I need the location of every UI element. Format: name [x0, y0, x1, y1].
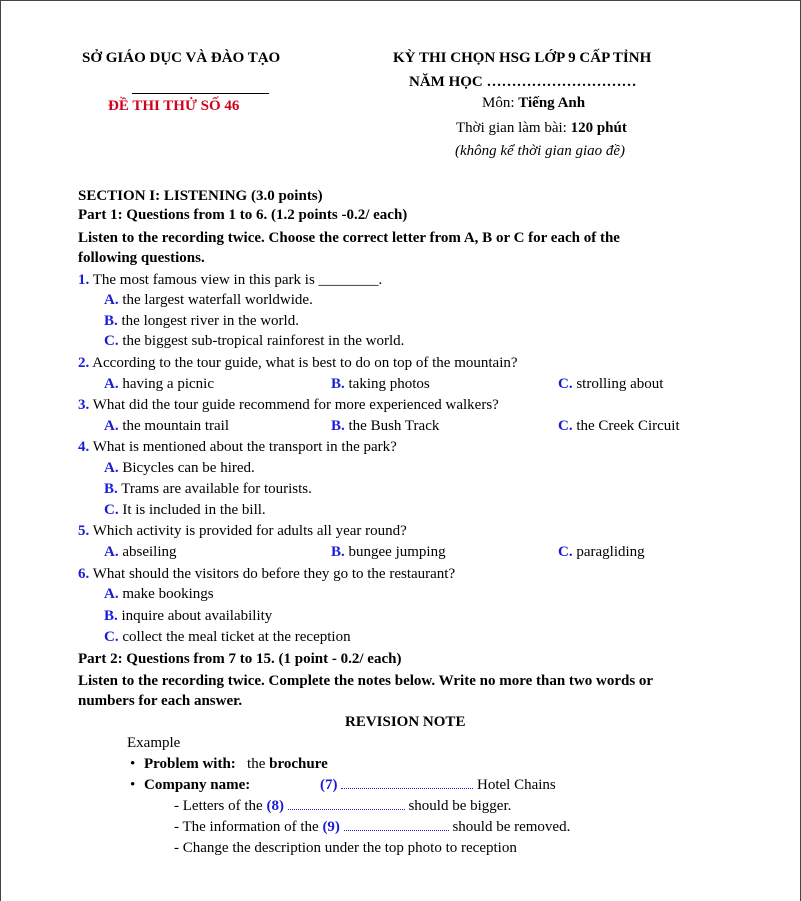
option — [104, 417, 229, 435]
question-5 — [78, 522, 407, 540]
option-text: inquire about availability — [121, 608, 273, 624]
question-3 — [78, 396, 499, 414]
sub-line-information — [174, 818, 570, 836]
question-text: What is mentioned about the transport in the park? — [89, 439, 397, 455]
part2-instruction-line1: Listen to the recording twice. Complete the notes below. Write no more than two words or — [78, 673, 654, 689]
part1-instruction-line1: Listen to the recording twice. Choose the correct letter from A, B or C for each of the — [78, 230, 620, 246]
sub-line-letters — [174, 797, 511, 815]
blank-number: (9) — [322, 819, 340, 835]
option-text: strolling about — [576, 376, 664, 392]
header-underline — [132, 93, 269, 94]
part1-instruction-line2: following questions. — [78, 250, 205, 266]
sub-prefix: - The information of the — [174, 819, 323, 835]
blank-number: (7) — [320, 777, 338, 793]
question-number: 6. — [78, 566, 90, 582]
exam-number: ĐỀ THI THỬ SỐ 46 — [108, 98, 240, 114]
part2-instruction-line2: numbers for each answer. — [78, 693, 243, 709]
question-number: 2. — [78, 355, 90, 371]
time-note: (không kể thời gian giao đề) — [455, 143, 626, 159]
exam-title: KỲ THI CHỌN HSG LỚP 9 CẤP TỈNH — [393, 50, 652, 66]
question-text: Which activity is provided for adults all year round? — [92, 523, 407, 539]
bullet-problem — [130, 755, 328, 773]
sub-prefix: - Letters of the — [174, 798, 267, 814]
option — [104, 501, 266, 519]
option-letter: C. — [558, 376, 573, 392]
option — [104, 375, 214, 393]
option-letter: B. — [331, 418, 345, 434]
option-letter: A. — [104, 544, 119, 560]
question-number: 3. — [78, 397, 90, 413]
option — [104, 607, 272, 625]
time-value: 120 phút — [570, 120, 627, 136]
question-6 — [78, 565, 455, 583]
option-text: the Bush Track — [348, 418, 440, 434]
question-number: 1. — [78, 272, 90, 288]
question-text: What did the tour guide recommend for more experienced walkers? — [92, 397, 499, 413]
option-text: the Creek Circuit — [576, 418, 680, 434]
question-text: According to the tour guide, what is best to do on top of the mountain? — [92, 355, 518, 371]
company-blank-line — [320, 776, 556, 794]
subject-line — [482, 94, 585, 112]
time-label: Thời gian làm bài: — [456, 120, 571, 136]
option-text: taking photos — [348, 376, 430, 392]
sub-suffix: should be removed. — [448, 819, 571, 835]
problem-label: Problem with: — [144, 756, 236, 772]
question-text: What should the visitors do before they go to the restaurant? — [92, 566, 456, 582]
option — [558, 417, 680, 435]
answer-blank[interactable] — [341, 776, 473, 789]
part2-title: Part 2: Questions from 7 to 15. (1 point - 0.2/ each) — [78, 651, 402, 667]
option-letter: B. — [331, 544, 345, 560]
answer-blank[interactable] — [288, 797, 405, 810]
option-text: Bicycles can be hired. — [122, 460, 255, 476]
option-text: the biggest sub-tropical rainforest in the world. — [122, 333, 405, 349]
option-letter: B. — [104, 313, 118, 329]
option-letter: A. — [104, 586, 119, 602]
blank-after-text: Hotel Chains — [473, 777, 556, 793]
option-letter: C. — [104, 502, 119, 518]
subject-label: Môn: — [482, 95, 519, 111]
option — [104, 459, 255, 477]
option — [104, 291, 313, 309]
option-text: the mountain trail — [122, 418, 229, 434]
option — [104, 480, 312, 498]
answer-blank[interactable] — [344, 818, 449, 831]
bullet-icon: • — [130, 777, 136, 793]
option-letter: B. — [331, 376, 345, 392]
option-text: the largest waterfall worldwide. — [122, 292, 313, 308]
option-text: make bookings — [122, 586, 214, 602]
option-text: collect the meal ticket at the reception — [122, 629, 351, 645]
option-text: paragliding — [576, 544, 645, 560]
problem-value: brochure — [269, 756, 328, 772]
sub-suffix: should be bigger. — [404, 798, 512, 814]
option — [331, 417, 439, 435]
option — [331, 543, 446, 561]
option — [104, 628, 351, 646]
option — [558, 375, 663, 393]
subject-value: Tiếng Anh — [518, 95, 586, 111]
bullet-icon: • — [130, 756, 136, 772]
option-text: having a picnic — [122, 376, 214, 392]
bullet-company — [130, 776, 250, 794]
option-letter: C. — [104, 333, 119, 349]
option-letter: A. — [104, 292, 119, 308]
option-text: abseiling — [122, 544, 177, 560]
part1-title: Part 1: Questions from 1 to 6. (1.2 points -0.2/ each) — [78, 207, 408, 223]
option — [331, 375, 430, 393]
company-label: Company name: — [144, 777, 251, 793]
option-letter: B. — [104, 481, 118, 497]
question-text: The most famous view in this park is ________. — [92, 272, 383, 288]
option — [558, 543, 645, 561]
option-letter: C. — [558, 418, 573, 434]
blank-number: (8) — [266, 798, 284, 814]
option-letter: B. — [104, 608, 118, 624]
option-letter: A. — [104, 460, 119, 476]
question-1 — [78, 271, 382, 289]
question-number: 5. — [78, 523, 90, 539]
question-2 — [78, 354, 518, 372]
option — [104, 585, 214, 603]
option — [104, 312, 299, 330]
option-letter: C. — [558, 544, 573, 560]
question-number: 4. — [78, 439, 90, 455]
option-text: the longest river in the world. — [121, 313, 299, 329]
section-title: SECTION I: LISTENING (3.0 points) — [78, 188, 323, 204]
school-year: NĂM HỌC ………………………… — [409, 74, 637, 90]
problem-prefix: the — [247, 756, 270, 772]
revision-note-title: REVISION NOTE — [345, 714, 466, 730]
option — [104, 332, 404, 350]
sub-line-description: - Change the description under the top photo to reception — [174, 840, 517, 856]
option-text: Trams are available for tourists. — [121, 481, 312, 497]
option — [104, 543, 177, 561]
department-name: SỞ GIÁO DỤC VÀ ĐÀO TẠO — [82, 50, 281, 66]
time-line — [456, 119, 627, 137]
option-text: bungee jumping — [348, 544, 446, 560]
option-letter: A. — [104, 418, 119, 434]
example-label: Example — [127, 735, 181, 751]
option-text: It is included in the bill. — [122, 502, 266, 518]
option-letter: A. — [104, 376, 119, 392]
question-4 — [78, 438, 397, 456]
option-letter: C. — [104, 629, 119, 645]
